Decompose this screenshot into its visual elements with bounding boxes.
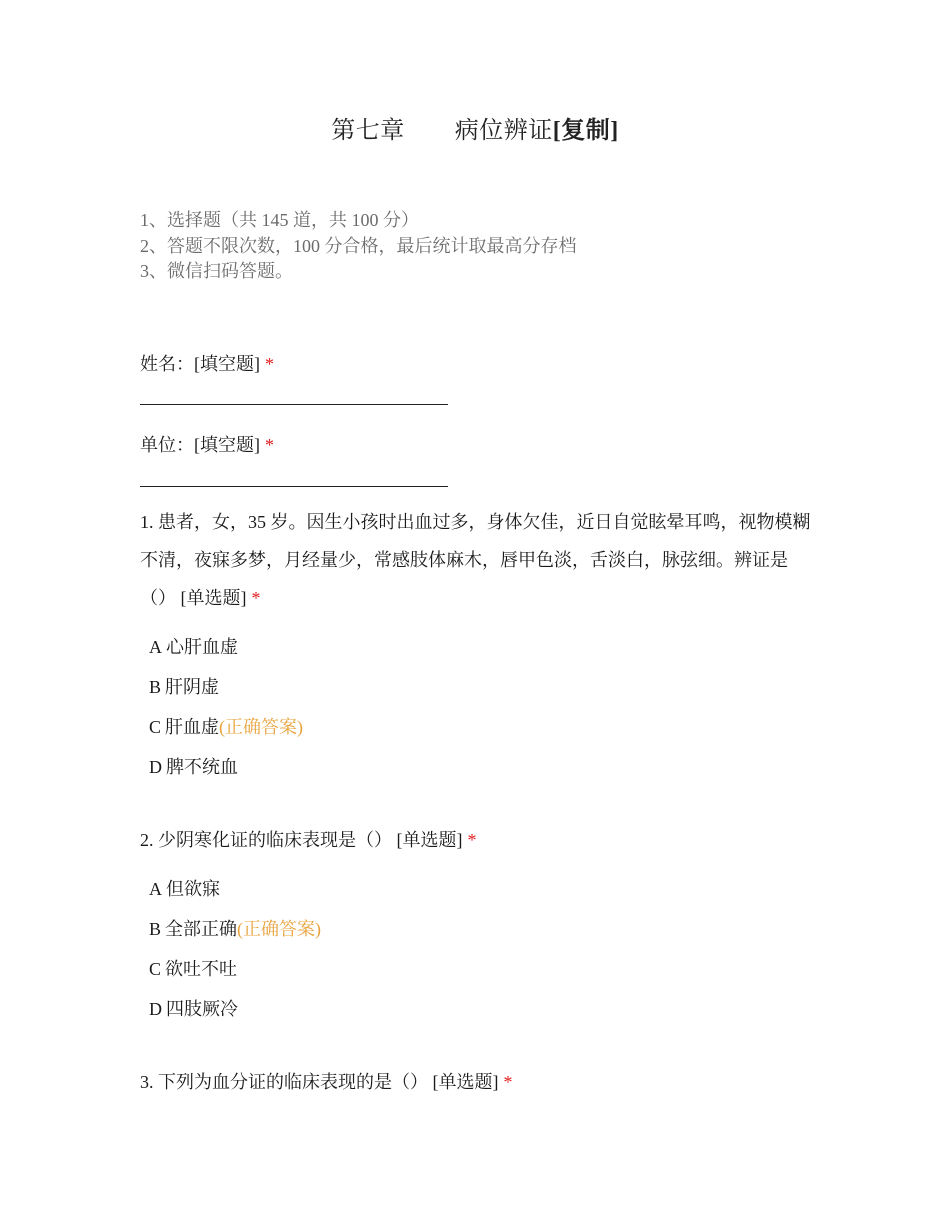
question-text: 下列为血分证的临床表现的是（） bbox=[158, 1072, 428, 1092]
instructions bbox=[140, 208, 577, 285]
correct-answer-label: (正确答案) bbox=[237, 919, 322, 939]
option-text: 欲吐不吐 bbox=[165, 959, 238, 979]
question-number: 2. bbox=[140, 830, 154, 850]
name-input[interactable] bbox=[140, 404, 448, 419]
question-number: 1. bbox=[140, 512, 154, 532]
option-c[interactable]: C 欲吐不吐 bbox=[149, 959, 238, 979]
page-title bbox=[0, 110, 950, 145]
instruction-line: 1、选择题（共 145 道，共 100 分） bbox=[140, 210, 419, 230]
field-label: 姓名： bbox=[140, 354, 194, 374]
question-type: [填空题] bbox=[194, 354, 260, 374]
option-b[interactable]: B 全部正确(正确答案) bbox=[149, 919, 322, 939]
option-c[interactable]: C 肝血虚(正确答案) bbox=[149, 717, 304, 737]
option-d[interactable]: D 四肢厥冷 bbox=[149, 999, 238, 1019]
question-number: 3. bbox=[140, 1072, 154, 1092]
field-label: 单位： bbox=[140, 435, 194, 455]
name-field-label bbox=[140, 350, 274, 376]
question-3 bbox=[140, 1063, 820, 1101]
required-mark: * bbox=[251, 588, 261, 608]
question-2 bbox=[140, 821, 820, 859]
option-a[interactable]: A 心肝血虚 bbox=[149, 637, 238, 657]
instruction-line: 3、微信扫码答题。 bbox=[140, 261, 293, 281]
correct-answer-label: (正确答案) bbox=[219, 717, 304, 737]
unit-input[interactable] bbox=[140, 486, 448, 501]
title-tag: [复制] bbox=[552, 118, 619, 144]
question-type: [单选题] bbox=[180, 588, 247, 608]
question-text: 少阴寒化证的临床表现是（） bbox=[158, 830, 392, 850]
option-text: 但欲寐 bbox=[166, 879, 220, 899]
option-text: 脾不统血 bbox=[166, 757, 238, 777]
required-mark: * bbox=[265, 354, 274, 374]
question-type: [单选题] bbox=[396, 830, 463, 850]
option-text: 肝阴虚 bbox=[165, 677, 220, 697]
option-text: 全部正确 bbox=[165, 919, 238, 939]
option-text: 心肝血虚 bbox=[166, 637, 238, 657]
required-mark: * bbox=[265, 435, 274, 455]
instruction-line: 2、答题不限次数，100 分合格，最后统计取最高分存档 bbox=[140, 235, 577, 256]
required-mark: * bbox=[467, 830, 477, 850]
option-a[interactable]: A 但欲寐 bbox=[149, 879, 220, 899]
question-type: [填空题] bbox=[194, 435, 260, 455]
option-d[interactable]: D 脾不统血 bbox=[149, 757, 238, 777]
question-1 bbox=[140, 503, 820, 617]
option-text: 肝血虚 bbox=[165, 717, 220, 737]
question-type: [单选题] bbox=[432, 1072, 499, 1092]
question-text: 患者，女，35 岁。因生小孩时出血过多，身体欠佳，近日自觉眩晕耳鸣，视物模糊不清，夜寐多梦，月经量少，常感肢体麻木，唇甲色淡，舌淡白，脉弦细。辨证是（） bbox=[140, 512, 811, 608]
unit-field-label bbox=[140, 431, 274, 457]
title-chapter: 第七章 bbox=[331, 118, 405, 144]
required-mark: * bbox=[503, 1072, 513, 1092]
option-b[interactable]: B 肝阴虚 bbox=[149, 677, 220, 697]
option-text: 四肢厥冷 bbox=[166, 999, 238, 1019]
title-name: 病位辨证 bbox=[454, 118, 553, 144]
